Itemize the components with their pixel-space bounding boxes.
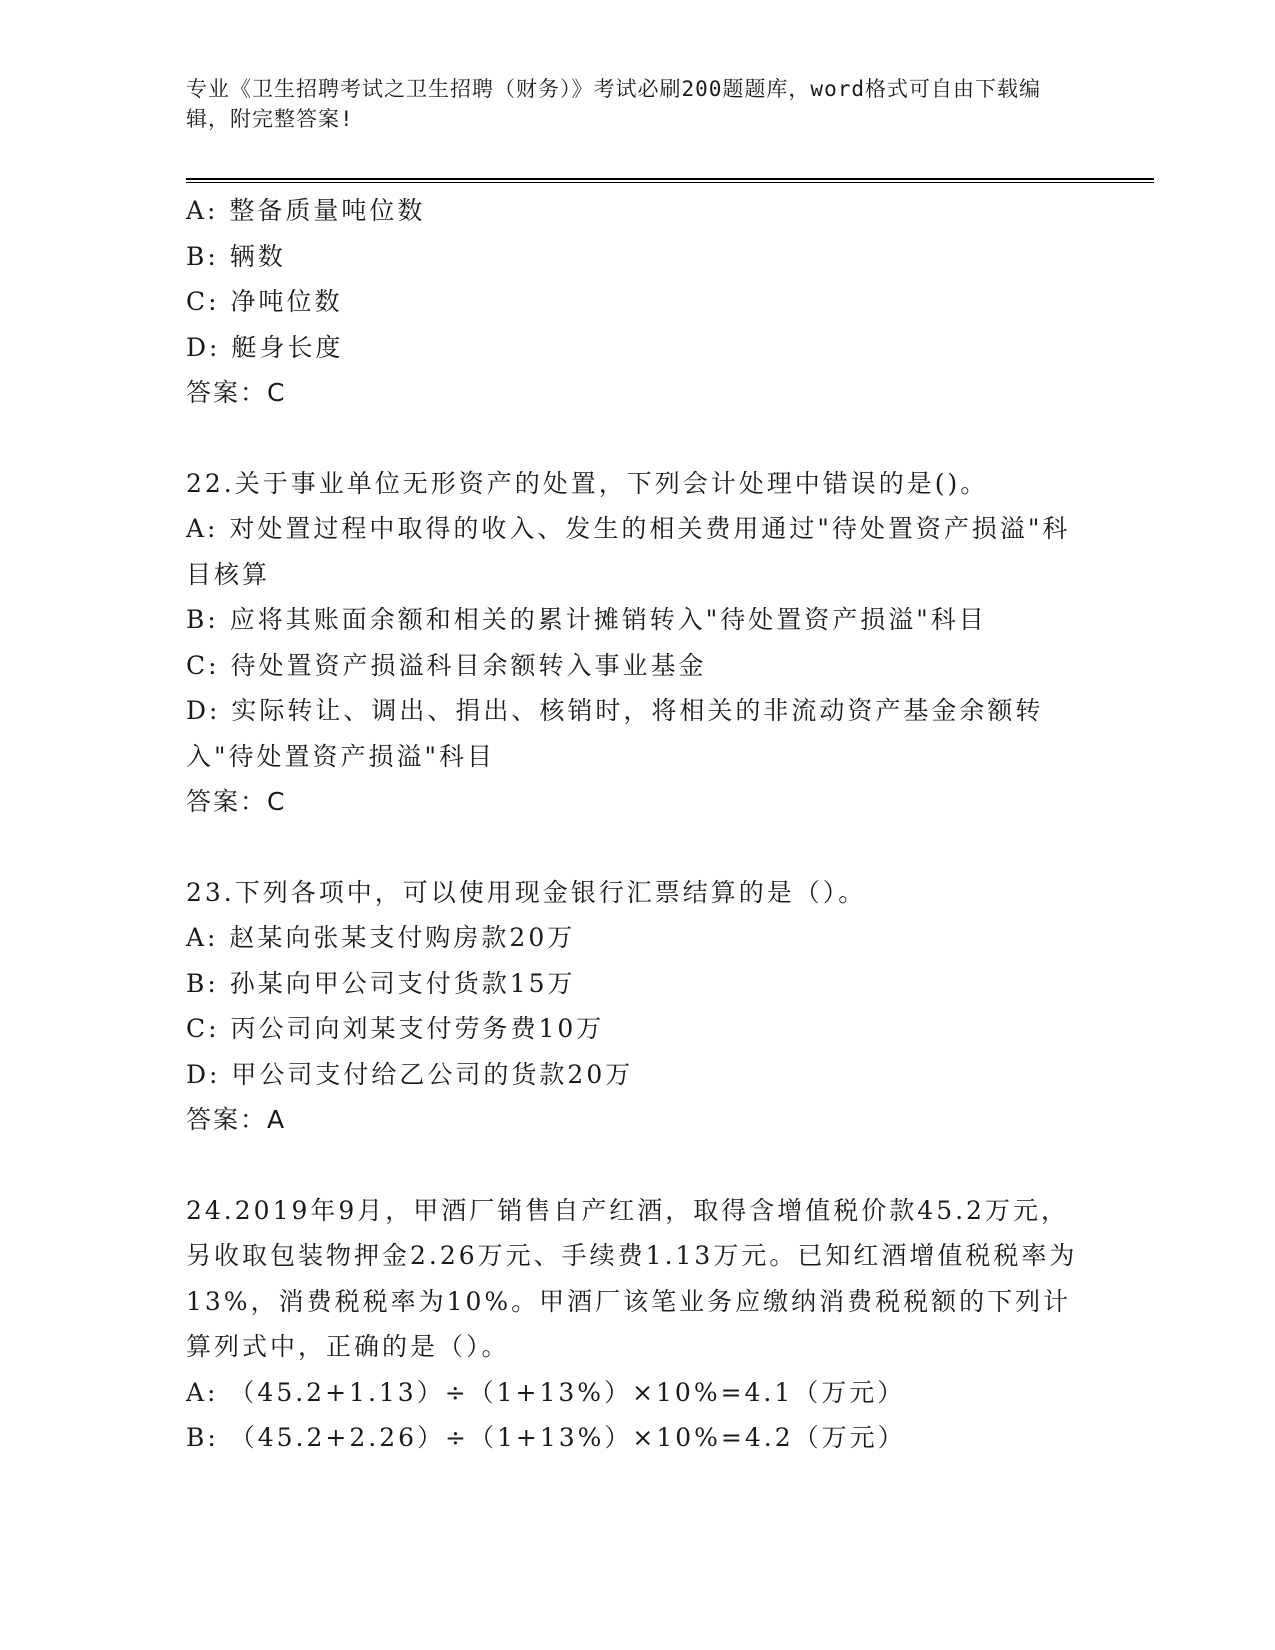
q22-option-d: D: 实际转让、调出、捐出、核销时，将相关的非流动资产基金余额转入"待处置资产损溢"科目 [186, 696, 1044, 771]
q23-option-b: B: 孙某向甲公司支付货款15万 [186, 968, 576, 998]
q22-option-a: A: 对处置过程中取得的收入、发生的相关费用通过"待处置资产损溢"科目核算 [186, 514, 1071, 589]
spacer [186, 825, 1086, 870]
question-content [186, 188, 1086, 1461]
q22-option-c: C: 待处置资产损溢科目余额转入事业基金 [186, 650, 707, 680]
q23-answer: 答案：A [186, 1105, 287, 1134]
spacer [186, 1143, 1086, 1188]
q23-question: 23.下列各项中，可以使用现金银行汇票结算的是（）。 [186, 877, 867, 907]
q21-option-c: C: 净吨位数 [186, 287, 343, 316]
q21-option-d: D: 艇身长度 [186, 332, 344, 362]
q22-answer: 答案：C [186, 787, 287, 816]
q21-answer: 答案：C [186, 378, 287, 407]
q21-option-a: A: 整备质量吨位数 [186, 196, 426, 225]
q22-option-b: B: 应将其账面余额和相关的累计摊销转入"待处置资产损溢"科目 [186, 605, 987, 634]
q24-option-b: B: （45.2+2.26）÷（1+13%）×10%=4.2（万元） [186, 1423, 906, 1452]
q24-question: 24.2019年9月，甲酒厂销售自产红酒，取得含增值税价款45.2万元，另收取包装物押金2.26万元、手续费1.13万元。已知红酒增值税税率为13%，消费税税率为10%。甲酒厂该笔业务应缴纳消费税税额的下列计算列式中，正确的是（）。 [186, 1195, 1078, 1361]
q21-option-b: B: 辆数 [186, 241, 286, 271]
page-header: 专业《卫生招聘考试之卫生招聘（财务）》考试必刷200题题库，word格式可自由下载编辑，附完整答案! [186, 77, 1041, 131]
q24-option-a: A: （45.2+1.13）÷（1+13%）×10%=4.1（万元） [186, 1377, 906, 1407]
spacer [186, 416, 1086, 461]
q22-question: 22.关于事业单位无形资产的处置，下列会计处理中错误的是()。 [186, 468, 989, 498]
q23-option-c: C: 丙公司向刘某支付劳务费10万 [186, 1014, 605, 1043]
q23-option-a: A: 赵某向张某支付购房款20万 [186, 923, 576, 952]
header-divider [186, 178, 1154, 183]
q23-option-d: D: 甲公司支付给乙公司的货款20万 [186, 1059, 634, 1089]
